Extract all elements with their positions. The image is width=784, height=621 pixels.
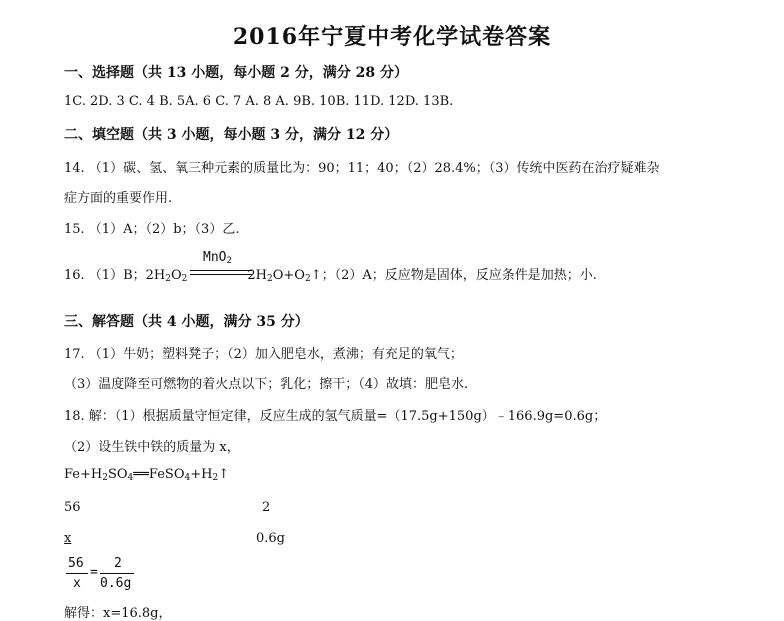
eq-h: +H [190,467,213,482]
section-1-heading: 一、选择题（共 13 小题，每小题 2 分，满分 28 分） [64,65,408,81]
q15-answer: 15. （1）A；（2）b；（3）乙. [64,222,240,237]
products-rest: O+O [272,268,305,283]
h2o2-sub-2a: 2 [165,274,171,284]
q18-line-2: （2）设生铁中铁的质量为 x， [64,440,240,455]
ratio-right-bottom: 0.6g [256,531,285,546]
q17-line-1: 17. （1）牛奶；塑料凳子；（2）加入肥皂水，煮沸；有充足的氧气； [64,347,463,362]
ratio-left-top: 56 [64,500,81,515]
eq-sub-4: 2 [212,473,219,483]
h2o-sub: 2 [267,274,273,284]
iron-sulfuric-equation [64,467,229,483]
fraction-num-left: 56 [68,556,84,571]
catalyst-label: MnO$_2$ [203,250,232,266]
fraction-equals: = [90,565,98,580]
q16-suffix: （2）A；反应物是固体，反应条件是加热；小. [334,268,597,283]
o-symbol-a: O [170,268,182,283]
fraction-num-right: 2 [114,556,122,571]
section-1-answers: 1C. 2D. 3 C. 4 B. 5A. 6 C. 7 A. 8 A. 9B. 10B. 11D. 12D. 13B. [64,94,454,109]
fraction-den-left: x [73,576,81,591]
fraction-den-right: 0.6g [100,576,132,591]
reaction-condition-bar [190,270,252,275]
q16-prefix: 16. （1）B；2H [64,268,166,283]
fraction-bar-left [66,573,88,574]
q17-line-2: （3）温度降至可燃物的着火点以下；乳化；擦干；（4）故填：肥皂水. [64,377,469,392]
eq-sub-2: 4 [127,473,134,483]
q14-line-2: 症方面的重要作用. [64,191,173,206]
eq-sub-3: 4 [184,473,191,483]
eq-fe: Fe+H [64,467,103,482]
q14-line-1: 14. （1）碳、氢、氧三种元素的质量比为：90；11；40；（2）28.4%；（3）传统中医药在治疗疑难杂 [64,161,660,176]
ratio-right-top: 2 [262,500,271,515]
h2o2-sub-2b: 2 [181,274,188,284]
ratio-left-bottom: x [64,531,72,546]
q18-line-1: 18. 解：（1）根据质量守恒定律，反应生成的氢气质量=（17.5g+150g）﹣166.9g=0.6g； [64,409,607,424]
section-3-heading: 三、解答题（共 4 小题，满分 35 分） [64,314,309,330]
eq-gas-arrow: ↑ [218,467,230,482]
q16-answer [64,264,597,284]
section-2-heading: 二、填空题（共 3 小题，每小题 3 分，满分 12 分） [64,127,399,143]
products-text: 2H [247,268,267,283]
solve-result: 解得：x=16.8g， [64,606,172,621]
page-title: 2016年宁夏中考化学试卷答案 [232,24,552,50]
eq-so: SO [107,467,128,482]
eq-sub-1: 2 [102,473,108,483]
eq-equals: ══FeSO [133,467,185,482]
fraction-bar-right [100,573,134,574]
gas-arrow: ↑； [310,268,335,283]
o2-sub: 2 [304,274,311,284]
